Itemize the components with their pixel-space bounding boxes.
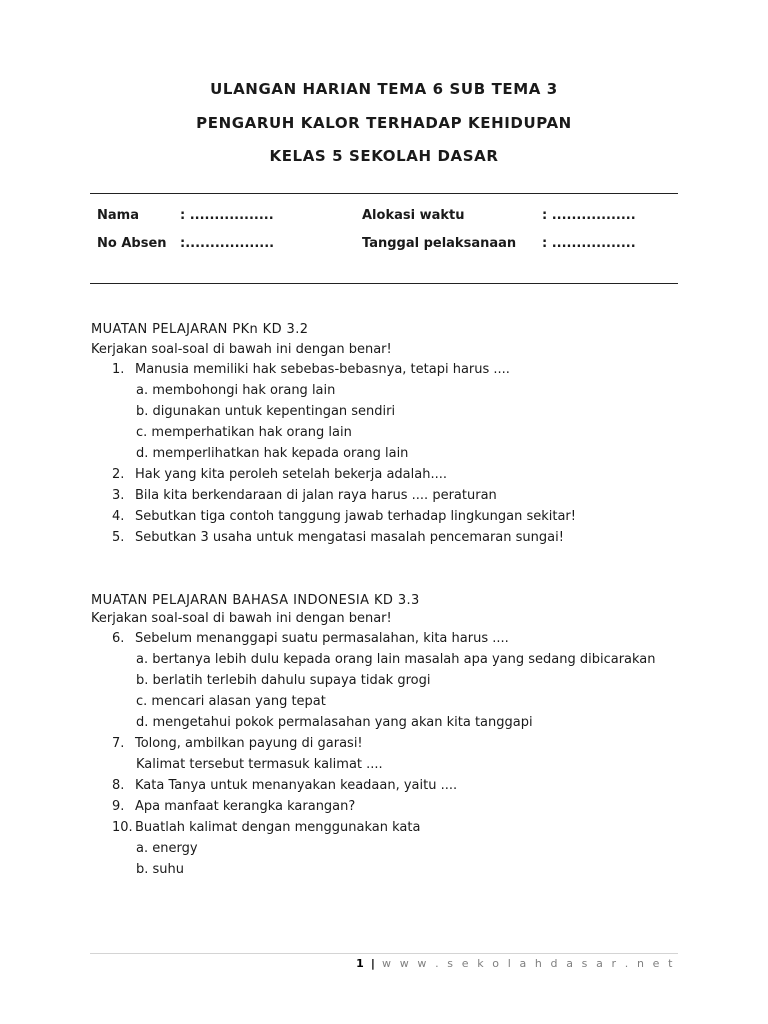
page-number: 1 (356, 957, 365, 970)
alokasi-waktu-field: : ................. (542, 208, 636, 223)
tanggal-label: Tanggal pelaksanaan (362, 236, 517, 251)
footer-divider (90, 953, 678, 954)
question-number: 6. (112, 631, 125, 646)
question-number: 4. (112, 509, 125, 524)
question-text: Sebutkan tiga contoh tanggung jawab terhadap lingkungan sekitar! (135, 509, 576, 524)
class-label: KELAS 5 SEKOLAH DASAR (269, 147, 499, 165)
answer-option: b. digunakan untuk kepentingan sendiri (136, 404, 396, 419)
question-item (112, 530, 564, 545)
no-absen-field: :.................. (180, 236, 275, 251)
answer-option: a. membohongi hak orang lain (136, 383, 336, 398)
page-footer (356, 957, 675, 970)
question-text: Manusia memiliki hak sebebas-bebasnya, tetapi harus .... (135, 362, 510, 377)
question-text: Sebutkan 3 usaha untuk mengatasi masalah pencemaran sungai! (135, 530, 564, 545)
question-number: 2. (112, 467, 125, 482)
question-number: 10. (112, 820, 133, 835)
question-item (112, 631, 509, 646)
question-item (112, 362, 510, 377)
question-text: Hak yang kita peroleh setelah bekerja adalah.... (135, 467, 447, 482)
divider-bottom (90, 283, 678, 284)
question-item (112, 799, 355, 814)
question-text: Apa manfaat kerangka karangan? (135, 799, 356, 814)
question-item (112, 509, 576, 524)
question-item (112, 467, 447, 482)
question-number: 8. (112, 778, 125, 793)
question-text: Buatlah kalimat dengan menggunakan kata (135, 820, 421, 835)
alokasi-waktu-label: Alokasi waktu (362, 208, 465, 223)
tanggal-field: : ................. (542, 236, 636, 251)
question-number: 5. (112, 530, 125, 545)
section-heading-pkn: MUATAN PELAJARAN PKn KD 3.2 (91, 322, 309, 337)
answer-option: d. mengetahui pokok permalasahan yang akan kita tanggapi (136, 715, 533, 730)
answer-option: b. suhu (136, 862, 185, 877)
question-item (112, 736, 363, 751)
question-item (112, 778, 457, 793)
question-text: Sebelum menanggapi suatu permasalahan, kita harus .... (135, 631, 509, 646)
nama-label: Nama (97, 208, 139, 223)
divider-top (90, 193, 678, 194)
answer-option: c. memperhatikan hak orang lain (136, 425, 352, 440)
answer-option: b. berlatih terlebih dahulu supaya tidak grogi (136, 673, 431, 688)
question-text: Kata Tanya untuk menanyakan keadaan, yaitu .... (135, 778, 458, 793)
answer-option: a. energy (136, 841, 198, 856)
answer-option: c. mencari alasan yang tepat (136, 694, 326, 709)
document-title: ULANGAN HARIAN TEMA 6 SUB TEMA 3 (210, 80, 558, 98)
website-link[interactable]: w w w . s e k o l a h d a s a r . n e t (382, 957, 675, 970)
question-text: Bila kita berkendaraan di jalan raya harus .... peraturan (135, 488, 497, 503)
no-absen-label: No Absen (97, 236, 167, 251)
section-instruction: Kerjakan soal-soal di bawah ini dengan benar! (91, 611, 392, 626)
answer-option: d. memperlihatkan hak kepada orang lain (136, 446, 409, 461)
section-instruction: Kerjakan soal-soal di bawah ini dengan benar! (91, 342, 392, 357)
document-subtitle: PENGARUH KALOR TERHADAP KEHIDUPAN (196, 114, 572, 132)
question-text: Tolong, ambilkan payung di garasi! (135, 736, 363, 751)
footer-separator: | (370, 957, 376, 970)
question-number: 7. (112, 736, 125, 751)
nama-field: : ................. (180, 208, 274, 223)
section-heading-bahasa-indonesia: MUATAN PELAJARAN BAHASA INDONESIA KD 3.3 (91, 593, 420, 608)
question-number: 3. (112, 488, 125, 503)
question-continuation: Kalimat tersebut termasuk kalimat .... (136, 757, 383, 772)
answer-option: a. bertanya lebih dulu kepada orang lain masalah apa yang sedang dibicarakan (136, 652, 656, 667)
question-number: 1. (112, 362, 125, 377)
question-item (112, 488, 497, 503)
question-number: 9. (112, 799, 125, 814)
question-item (112, 820, 420, 835)
